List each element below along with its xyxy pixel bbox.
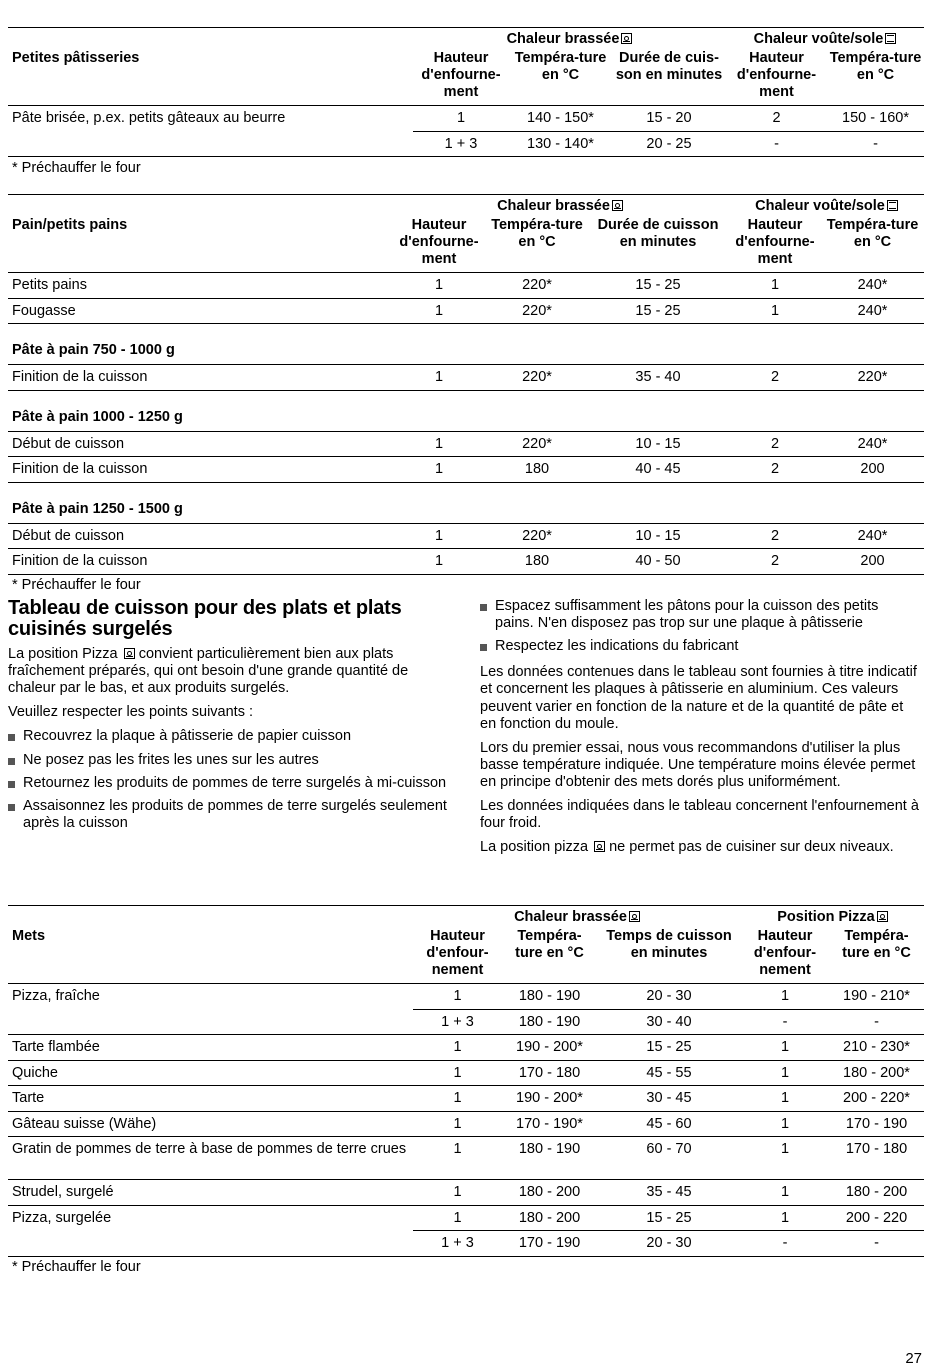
table-title: Petites pâtisseries <box>12 50 140 67</box>
subheading-row <box>8 390 924 431</box>
row-label <box>8 1009 413 1035</box>
bullet-list-right <box>480 598 920 655</box>
cell: 1 <box>729 298 821 324</box>
subheading: Pâte à pain 1250 - 1500 g <box>8 482 924 523</box>
cell: 1 <box>741 984 829 1010</box>
group-header-convection: Chaleur brassée <box>413 28 726 51</box>
table-row <box>8 549 924 575</box>
cell: 180 - 200 <box>502 1205 597 1231</box>
cell: - <box>741 1009 829 1035</box>
cell: 130 - 140* <box>509 131 612 157</box>
cell: 220* <box>487 431 587 457</box>
column-header: Durée de cuis-son en minutes <box>615 50 723 84</box>
cell: 1 <box>413 984 502 1010</box>
cell: 1 + 3 <box>413 1009 502 1035</box>
subheading-row <box>8 482 924 523</box>
row-label: Début de cuisson <box>8 523 391 549</box>
cell: 1 <box>741 1035 829 1061</box>
table-title: Mets <box>12 928 46 945</box>
cell: 35 - 45 <box>597 1180 741 1206</box>
list-item: Respectez les indications du fabricant <box>480 638 920 655</box>
cell: 220* <box>821 365 924 391</box>
top-bottom-heat-icon <box>887 200 898 211</box>
column-header: Tempéra-ture en °C <box>826 217 919 251</box>
cell: 220* <box>487 523 587 549</box>
table-bread <box>8 194 924 597</box>
cell: 1 <box>741 1137 829 1180</box>
cell: 15 - 25 <box>587 298 729 324</box>
top-bottom-heat-icon <box>885 33 896 44</box>
cell: - <box>829 1009 924 1035</box>
table-row <box>8 298 924 324</box>
row-label: Pizza, fraîche <box>8 984 413 1010</box>
row-label <box>8 131 413 157</box>
cell: 200 - 220 <box>829 1205 924 1231</box>
row-label: Petits pains <box>8 273 391 299</box>
group-header-top-bottom: Chaleur voûte/sole <box>729 195 924 218</box>
cell: - <box>827 131 924 157</box>
table-row <box>8 273 924 299</box>
page-number: 27 <box>905 1350 922 1368</box>
row-label: Finition de la cuisson <box>8 549 391 575</box>
section-left-column <box>8 598 454 839</box>
group-header-convection: Chaleur brassée <box>391 195 729 218</box>
cell: 200 <box>821 549 924 575</box>
list-item: Ne posez pas les frites les unes sur les autres <box>8 752 454 769</box>
paragraph: Les données contenues dans le tableau sont fournies à titre indicatif et concernent les plaques à pâtisserie en aluminium. Ces valeurs peuvent varier en fonction de la nature et de la quantité de pâte et en fonction du moule. <box>480 664 917 732</box>
cell: 2 <box>729 365 821 391</box>
cell: 1 + 3 <box>413 1231 502 1257</box>
table-row <box>8 431 924 457</box>
cell: 180 - 190 <box>502 984 597 1010</box>
fan-heat-icon <box>612 200 623 211</box>
paragraph: Lors du premier essai, nous vous recommandons d'utiliser la plus basse température indiquée. Une température moins élevée permet en principe d'obtenir des mets dorés plus uniformément. <box>480 739 916 790</box>
cell: 60 - 70 <box>597 1137 741 1180</box>
cell: 1 <box>413 1060 502 1086</box>
table-row <box>8 1205 924 1231</box>
row-label: Finition de la cuisson <box>8 457 391 483</box>
footnote: * Préchauffer le four <box>8 1256 924 1279</box>
cell: - <box>726 131 827 157</box>
column-header: Durée de cuisson en minutes <box>597 217 719 251</box>
cell: 170 - 190 <box>829 1111 924 1137</box>
cell: 45 - 55 <box>597 1060 741 1086</box>
cell: 1 <box>741 1111 829 1137</box>
row-label: Pizza, surgelée <box>8 1205 413 1231</box>
footnote: * Préchauffer le four <box>8 157 924 180</box>
table-row <box>8 1180 924 1206</box>
cell: 1 <box>413 1205 502 1231</box>
cell: 20 - 25 <box>612 131 726 157</box>
row-label: Strudel, surgelé <box>8 1180 413 1206</box>
column-header: Hauteur d'enfour-nement <box>426 928 489 979</box>
cell: 40 - 50 <box>587 549 729 575</box>
cell: 1 + 3 <box>413 131 509 157</box>
cell: 15 - 25 <box>597 1205 741 1231</box>
cell: 200 <box>821 457 924 483</box>
cell: 1 <box>413 1111 502 1137</box>
cell: 40 - 45 <box>587 457 729 483</box>
cell: 180 - 200 <box>502 1180 597 1206</box>
fan-heat-icon <box>621 33 632 44</box>
cell: 180 <box>487 457 587 483</box>
cell: 1 <box>413 106 509 132</box>
subheading: Pâte à pain 1000 - 1250 g <box>8 390 924 431</box>
group-header-convection: Chaleur brassée <box>413 906 741 929</box>
cell: 2 <box>729 549 821 575</box>
pizza-setting-icon <box>877 911 888 922</box>
cell: 1 <box>741 1205 829 1231</box>
table-row <box>8 1009 924 1035</box>
cell: 1 <box>391 431 487 457</box>
cell: 220* <box>487 365 587 391</box>
cell: 15 - 25 <box>597 1035 741 1061</box>
cell: 1 <box>741 1180 829 1206</box>
table-row <box>8 106 924 132</box>
row-label: Début de cuisson <box>8 431 391 457</box>
cell: 210 - 230* <box>829 1035 924 1061</box>
table-row <box>8 1035 924 1061</box>
row-label: Tarte <box>8 1086 413 1112</box>
row-label: Finition de la cuisson <box>8 365 391 391</box>
cell: 1 <box>391 273 487 299</box>
cell: 240* <box>821 523 924 549</box>
cell: 15 - 25 <box>587 273 729 299</box>
paragraph: Les données indiquées dans le tableau concernent l'enfournement à four froid. <box>480 798 919 832</box>
cell: 170 - 180 <box>829 1137 924 1180</box>
cell: - <box>741 1231 829 1257</box>
lead-paragraph: Veuillez respecter les points suivants : <box>8 704 254 721</box>
cell: 150 - 160* <box>827 106 924 132</box>
cell: 200 - 220* <box>829 1086 924 1112</box>
column-header: Tempéra-ture en °C <box>514 50 607 84</box>
subheading-row <box>8 324 924 365</box>
section-right-column <box>480 598 920 863</box>
cell: 30 - 45 <box>597 1086 741 1112</box>
cell: 140 - 150* <box>509 106 612 132</box>
group-header-top-bottom: Chaleur voûte/sole <box>726 28 924 51</box>
list-item: Retournez les produits de pommes de terre surgelés à mi-cuisson <box>8 775 454 792</box>
column-header: Tempéra-ture en °C <box>515 928 584 962</box>
row-label <box>8 1231 413 1257</box>
column-header: Hauteur d'enfourne-ment <box>735 217 815 268</box>
column-header: Hauteur d'enfourne-ment <box>421 50 501 101</box>
column-header: Hauteur d'enfourne-ment <box>736 50 817 101</box>
column-header: Temps de cuisson en minutes <box>606 928 732 962</box>
cell: 20 - 30 <box>597 984 741 1010</box>
cell: 1 <box>729 273 821 299</box>
table-row <box>8 1111 924 1137</box>
cell: 170 - 190 <box>502 1231 597 1257</box>
cell: 1 <box>413 1137 502 1180</box>
cell: 190 - 200* <box>502 1035 597 1061</box>
cell: 190 - 210* <box>829 984 924 1010</box>
cell: 1 <box>391 457 487 483</box>
cell: 1 <box>413 1086 502 1112</box>
row-label: Fougasse <box>8 298 391 324</box>
cell: 190 - 200* <box>502 1086 597 1112</box>
intro-paragraph: La position Pizza convient particulièrement bien aux plats fraîchement préparés, qui ont besoin d'une grande quantité de chaleur par le bas, et aux produits surgelés. <box>8 646 409 697</box>
cell: 1 <box>741 1086 829 1112</box>
footnote: * Préchauffer le four <box>8 574 924 597</box>
cell: 2 <box>729 457 821 483</box>
cell: 220* <box>487 298 587 324</box>
cell: 1 <box>391 549 487 575</box>
bullet-list-left <box>8 728 454 832</box>
cell: 180 - 200* <box>829 1060 924 1086</box>
cell: 1 <box>413 1035 502 1061</box>
column-header: Hauteur d'enfour-nement <box>753 928 817 979</box>
list-item: Espacez suffisamment les pâtons pour la cuisson des petits pains. N'en disposez pas trop sur une plaque à pâtisserie <box>480 598 920 632</box>
table-small-pastries <box>8 27 924 179</box>
cell: 2 <box>729 523 821 549</box>
row-label: Pâte brisée, p.ex. petits gâteaux au beurre <box>8 106 413 132</box>
table-dishes <box>8 905 924 1279</box>
table-row <box>8 365 924 391</box>
table-title: Pain/petits pains <box>12 217 128 234</box>
pizza-setting-icon <box>124 648 135 659</box>
pizza-setting-icon <box>594 841 605 852</box>
cell: - <box>829 1231 924 1257</box>
paragraph: La position pizza ne permet pas de cuisiner sur deux niveaux. <box>480 839 894 856</box>
table-row <box>8 523 924 549</box>
group-header-pizza: Position Pizza <box>741 906 924 929</box>
cell: 240* <box>821 298 924 324</box>
cell: 2 <box>726 106 827 132</box>
cell: 170 - 180 <box>502 1060 597 1086</box>
table-row <box>8 1231 924 1257</box>
fan-heat-icon <box>629 911 640 922</box>
cell: 15 - 20 <box>612 106 726 132</box>
cell: 180 - 190 <box>502 1137 597 1180</box>
cell: 220* <box>487 273 587 299</box>
row-label: Gratin de pommes de terre à base de pommes de terre crues <box>8 1137 413 1180</box>
list-item: Recouvrez la plaque à pâtisserie de papier cuisson <box>8 728 454 745</box>
table-row <box>8 1060 924 1086</box>
column-header: Tempéra-ture en °C <box>829 50 922 84</box>
list-item: Assaisonnez les produits de pommes de terre surgelés seulement après la cuisson <box>8 798 454 832</box>
cell: 180 - 190 <box>502 1009 597 1035</box>
cell: 1 <box>413 1180 502 1206</box>
cell: 45 - 60 <box>597 1111 741 1137</box>
cell: 35 - 40 <box>587 365 729 391</box>
cell: 1 <box>741 1060 829 1086</box>
table-row <box>8 1137 924 1180</box>
cell: 1 <box>391 298 487 324</box>
table-row <box>8 131 924 157</box>
cell: 2 <box>729 431 821 457</box>
subheading: Pâte à pain 750 - 1000 g <box>8 324 924 365</box>
cell: 180 - 200 <box>829 1180 924 1206</box>
cell: 170 - 190* <box>502 1111 597 1137</box>
cell: 20 - 30 <box>597 1231 741 1257</box>
cell: 240* <box>821 431 924 457</box>
cell: 240* <box>821 273 924 299</box>
cell: 10 - 15 <box>587 431 729 457</box>
column-header: Hauteur d'enfourne-ment <box>399 217 479 268</box>
cell: 30 - 40 <box>597 1009 741 1035</box>
table-row <box>8 984 924 1010</box>
cell: 1 <box>391 523 487 549</box>
table-row <box>8 1086 924 1112</box>
cell: 1 <box>391 365 487 391</box>
row-label: Quiche <box>8 1060 413 1086</box>
column-header: Tempéra-ture en °C <box>491 217 583 251</box>
column-header: Tempéra-ture en °C <box>842 928 911 962</box>
section-heading: Tableau de cuisson pour des plats et plats cuisinés surgelés <box>8 597 402 640</box>
cell: 180 <box>487 549 587 575</box>
table-row <box>8 457 924 483</box>
row-label: Gâteau suisse (Wähe) <box>8 1111 413 1137</box>
row-label: Tarte flambée <box>8 1035 413 1061</box>
cell: 10 - 15 <box>587 523 729 549</box>
